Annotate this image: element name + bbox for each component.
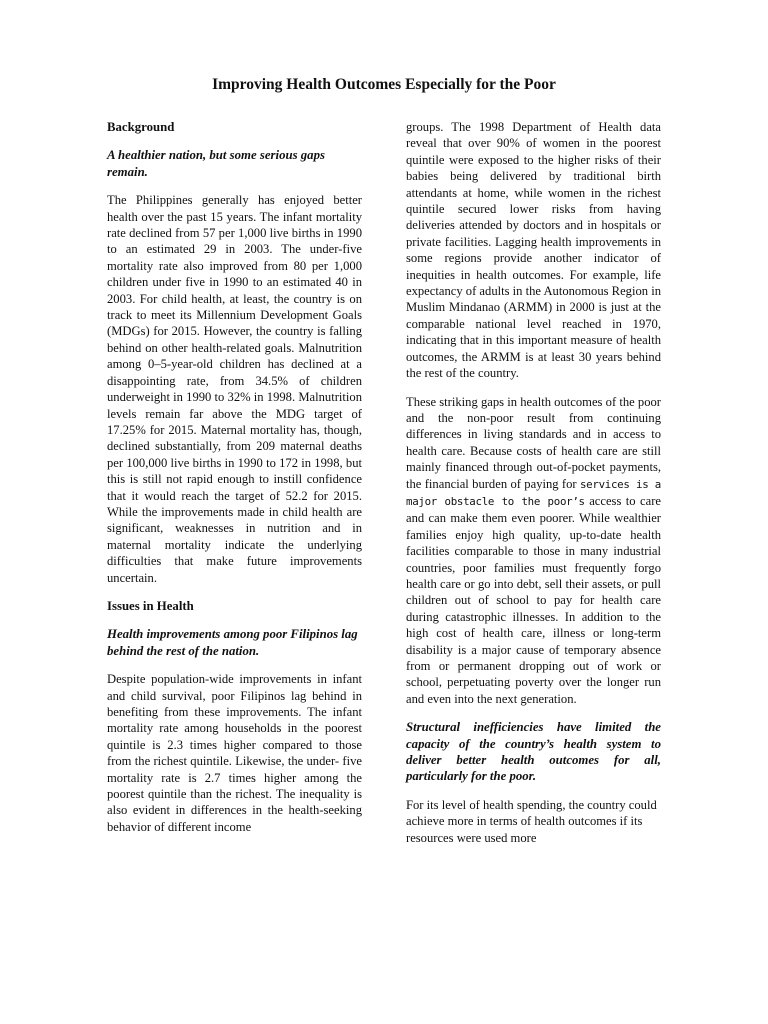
background-paragraph: The Philippines generally has enjoyed better health over the past 15 years. The infant mortality rate declined from 57 per 1,000 live births in 1990 to an estimated 29 in 2003. The under-five mortality rate also improved from 80 per 1,000 children under five in 1990 to an estimated 40 in 2003. For child health, at least, the country is on track to meet its Millennium Development Goals (MDGs) for 2015. However, the country is falling behind on other health-related goals. Malnutrition among 0–5-year-old children has declined at a disappointing rate, from 34.5% of children underweight in 1990 to 32% in 1998. Malnutrition levels remain far above the MDG target of 17.25% for 2015. Maternal mortality has, though, declined substantially, from 209 maternal deaths per 100,000 live births in 1990 to 172 in 1998, but this is still not rapid enough to instill confidence that it would reach the target of 52.2 for 2015. While the improvements made in child health are significant, weaknesses in nutrition and in maternal mortality indicate the underlying difficulties that make future improvements uncertain. [107,193,362,585]
left-column [107,119,362,847]
document-title: Improving Health Outcomes Especially for the Poor [212,76,556,93]
right-column [406,119,661,858]
structural-subheading: Structural inefficiencies have limited the capacity of the country’s health system to deliver better health outcomes for all, particularly for the poor. [406,720,661,784]
background-heading: Background [107,120,175,134]
issues-subheading: Health improvements among poor Filipinos lag behind the rest of the nation. [107,627,358,658]
right-paragraph-1: groups. The 1998 Department of Health data reveal that over 90% of women in the poorest quintile were exposed to the higher risks of their babies being delivered by traditional birth attendants at home, while women in the richest quintile secured lower risks from having deliveries attended by doctors and in hospitals or private facilities. Lagging health improvements in some regions provide another indicator of inequities in health outcomes. For example, life expectancy of adults in the Autonomous Region in Muslim Mindanao (ARMM) in 2000 is just at the comparable national level reached in 1970, indicating that in this important measure of health outcomes, the ARMM is at least 30 years behind the rest of the country. [406,120,661,381]
paragraph-2-mono-line: services is a major obstacle to the poor’s [406,477,661,508]
issues-heading: Issues in Health [107,598,194,613]
paragraph-2-part-1: These striking gaps in health outcomes of the poor and the non-poor result from continuing differences in living standards and in access to health care. Because costs of health care are still mainly financed through out-of-pocket payments, the financial burden of paying for [406,394,661,491]
issues-paragraph: Despite population-wide improvements in infant and child survival, poor Filipinos lag behind in benefiting from these improvements. The infant mortality rate among households in the poorest quintile is 2.3 times higher compared to those from the richest quintile. Likewise, the under- five mortality rate is 2.7 times higher among the poorest quintile than the richest. The inequality is also evident in differences in the health-seeking behavior of different income [107,672,362,834]
right-paragraph-2 [406,394,661,708]
right-paragraph-3: For its level of health spending, the country could achieve more in terms of health outcomes if its resources were used more [406,797,657,845]
background-subheading: A healthier nation, but some serious gaps remain. [107,148,325,179]
paragraph-2-part-2: access to care and can make them even poorer. While wealthier families enjoy high quality, up-to-date health facilities comparable to those in many industrial countries, poor families must frequently forgo health care or go into debt, sell their assets, or pull children out of school to pay for health care during catastrophic illnesses. In addition to the high cost of health care, illness or long-term disability is a major cause of temporary absence from or permanent dropping out of work or school, perpetuating poverty over the longer run and even into the next generation. [406,493,661,706]
